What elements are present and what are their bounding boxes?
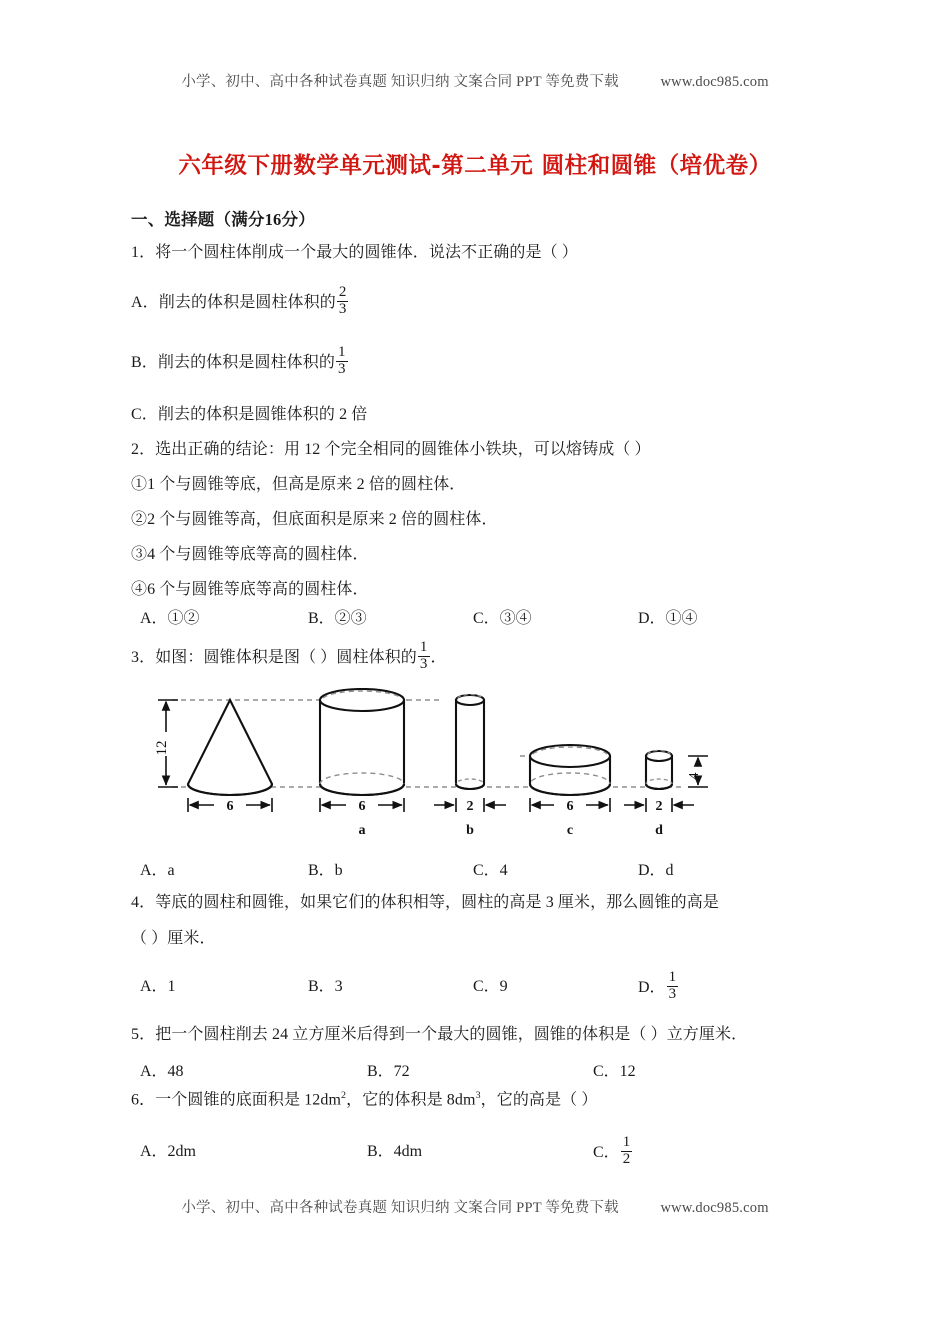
question-5-option-b: B．72 [367, 1063, 410, 1080]
fraction-one-third [418, 640, 430, 672]
question-3-option-d: D．d [638, 862, 674, 879]
cylinder-c-width-dimension [530, 798, 610, 814]
question-3-stem-suffix: ． [430, 649, 447, 667]
question-1-option-b [131, 344, 349, 380]
fraction-two-thirds [337, 285, 349, 317]
question-2-option-b: B．②③ [308, 610, 367, 627]
question-6-option-a: A．2dm [140, 1143, 197, 1160]
cylinder-a-caption: a [358, 823, 366, 838]
fraction-numerator: 1 [668, 969, 677, 986]
header-watermark [0, 70, 950, 91]
cylinder-b-caption: b [466, 823, 474, 838]
cylinder-c-caption: c [566, 823, 574, 838]
question-3-option-c: C．4 [473, 862, 508, 879]
cylinder-cone-figure [140, 688, 715, 853]
question-5-option-a: A．48 [140, 1063, 184, 1080]
question-4-option-b: B．3 [308, 978, 343, 995]
question-6-superscript-area: 2 [341, 1090, 347, 1101]
height-dimension-12 [154, 700, 178, 787]
question-4-stem-line-1: 4．等底的圆柱和圆锥，如果它们的体积相等，圆柱的高是 3 厘米，那么圆锥的高是 [131, 894, 719, 911]
fraction-one-third [336, 345, 348, 377]
figure-svg [140, 688, 715, 853]
question-3-option-b: B．b [308, 862, 343, 879]
question-6-option-c-prefix: C． [593, 1144, 620, 1162]
question-2-item-4: ④6 个与圆锥等底等高的圆柱体． [131, 581, 369, 598]
question-6-option-b: B．4dm [367, 1143, 423, 1160]
question-4-stem-line-2: （ ）厘米． [131, 930, 216, 947]
section-heading: 一、选择题（满分16分） [131, 210, 315, 229]
question-6-option-c [593, 1134, 633, 1170]
question-2-item-2: ②2 个与圆锥等高，但底面积是原来 2 倍的圆柱体． [131, 511, 498, 528]
cylinder-d-caption: d [655, 823, 663, 838]
question-6-stem-part-b: ，它的体积是 8dm [346, 1091, 476, 1109]
footer-watermark-url: www.doc985.com [660, 1200, 769, 1216]
question-5-option-c: C．12 [593, 1063, 636, 1080]
cylinder-b-width-dimension [434, 798, 506, 814]
question-1-option-b-text: B．削去的体积是圆柱体积的 [131, 354, 335, 372]
question-2-option-d: D．①④ [638, 610, 698, 627]
question-6-superscript-volume: 3 [475, 1090, 481, 1101]
question-2-item-3: ③4 个与圆锥等底等高的圆柱体． [131, 546, 369, 563]
cone-width-dimension [188, 798, 272, 814]
question-4-option-c: C．9 [473, 978, 508, 995]
question-1-option-a-text: A．削去的体积是圆柱体积的 [131, 294, 336, 312]
question-2-item-1: ①1 个与圆锥等底，但高是原来 2 倍的圆柱体． [131, 476, 466, 493]
shape-cylinder-c [530, 745, 610, 795]
cylinder-b-width-label: 2 [466, 799, 474, 814]
question-2-stem: 2．选出正确的结论：用 12 个完全相同的圆锥体小铁块，可以熔铸成（ ） [131, 441, 651, 458]
height-dimension-4 [687, 756, 708, 787]
question-2-option-a: A．①② [140, 610, 200, 627]
question-3-stem-text: 3．如图：圆锥体积是图（ ）圆柱体积的 [131, 649, 417, 667]
fraction-one-half [621, 1135, 633, 1167]
page-title: 六年级下册数学单元测试-第二单元 圆柱和圆锥（培优卷） [178, 153, 772, 179]
question-3-option-a: A．a [140, 862, 175, 879]
question-4-option-d [638, 969, 679, 1005]
question-5-stem: 5．把一个圆柱削去 24 立方厘米后得到一个最大的圆锥，圆锥的体积是（ ）立方厘米． [131, 1026, 748, 1043]
question-4-option-d-prefix: D． [638, 979, 666, 997]
footer-watermark-text: 小学、初中、高中各种试卷真题 知识归纳 文案合同 PPT 等免费下载 [181, 1200, 619, 1216]
cylinder-a-width-label: 6 [358, 799, 366, 814]
height-label-4: 4 [687, 772, 702, 780]
cylinder-a-width-dimension [320, 798, 404, 814]
question-6-stem [131, 1090, 597, 1110]
question-2-option-c: C．③④ [473, 610, 532, 627]
header-watermark-url: www.doc985.com [660, 74, 769, 90]
question-3-stem [131, 639, 447, 675]
question-6-stem-part-a: 6．一个圆锥的底面积是 12dm [131, 1091, 342, 1109]
height-label-12: 12 [154, 740, 170, 756]
cylinder-d-width-dimension [624, 798, 694, 814]
fraction-numerator: 1 [622, 1134, 631, 1151]
question-6-stem-part-c: ，它的高是（ ） [480, 1091, 598, 1109]
question-4-option-a: A．1 [140, 978, 176, 995]
cylinder-c-width-label: 6 [566, 799, 574, 814]
header-watermark-text: 小学、初中、高中各种试卷真题 知识归纳 文案合同 PPT 等免费下载 [181, 74, 619, 90]
question-1-option-c: C．削去的体积是圆锥体积的 2 倍 [131, 406, 368, 423]
shape-cylinder-d [646, 751, 672, 790]
fraction-denominator: 2 [622, 1150, 631, 1167]
fraction-numerator: 2 [338, 284, 347, 301]
fraction-denominator: 3 [337, 360, 346, 377]
question-1-stem: 1．将一个圆柱体削成一个最大的圆锥体．说法不正确的是（ ） [131, 244, 578, 261]
shape-cylinder-a [320, 689, 404, 795]
shape-cone [188, 700, 272, 795]
fraction-numerator: 1 [337, 344, 346, 361]
cone-width-label: 6 [226, 799, 234, 814]
footer-watermark [0, 1196, 950, 1217]
shape-cylinder-b [456, 695, 484, 790]
fraction-denominator: 3 [338, 300, 347, 317]
fraction-denominator: 3 [419, 655, 428, 672]
cylinder-d-width-label: 2 [655, 799, 663, 814]
fraction-denominator: 3 [668, 985, 677, 1002]
fraction-numerator: 1 [419, 639, 428, 656]
fraction-one-third [667, 970, 679, 1002]
question-1-option-a [131, 284, 349, 320]
